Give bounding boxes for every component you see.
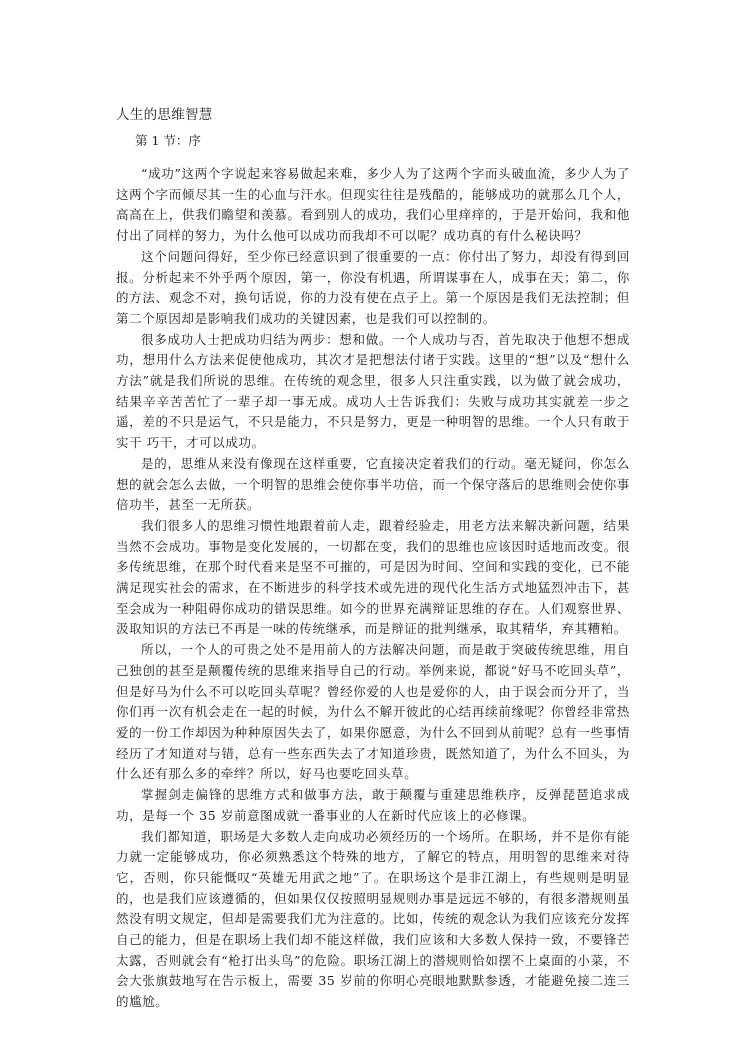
paragraph-2: 这个问题问得好，至少你已经意识到了很重要的一点：你付出了努力，却没有得到回报。分析起来不外乎两个原因，第一，你没有机遇，所谓谋事在人，成事在天；第二，你的方法、观念不对，换句话说，你的力没有使在点子上。第一个原因是我们无法控制；但第二个原因却是影响我们成功的关键因素，也是我们可以控制的。: [116, 248, 630, 326]
section-heading: 第 1 节：序: [135, 133, 201, 148]
paragraph-8: 我们都知道，职场是大多数人走向成功必须经历的一个场所。在职场，并不是你有能力就一定能够成功，你必须熟悉这个特殊的地方，了解它的特点，用明智的思维来对待它，否则，你只能慨叹“英雄无用武之地”了。在职场这个是非江湖上，有些规则是明显的，也是我们应该遵循的，但如果仅仅按照明显规则办事是远远不够的，有很多潜规则虽然没有明文规定，但却是需要我们尤为注意的。比如，传统的观念认为我们应该充分发挥自己的能力，但是在职场上我们却不能这样做，我们应该和大多数人保持一致，不要锋芒太露，否则就会有“枪打出头鸟”的危险。职场江湖上的潜规则恰如摆不上桌面的小菜，不会大张旗鼓地写在告示板上，需要 35 岁前的你明心亮眼地默默参透，才能避免接二连三的尴尬。: [116, 828, 630, 1010]
body-text: [116, 164, 630, 1013]
paragraph-4: 是的，思维从来没有像现在这样重要，它直接决定着我们的行动。毫无疑问，你怎么想的就会怎么去做，一个明智的思维会使你事半功倍，而一个保守落后的思维则会使你事倍功半，甚至一无所获。: [116, 455, 630, 513]
paragraph-1: “成功”这两个字说起来容易做起来难，多少人为了这两个字而头破血流，多少人为了这两个字而倾尽其一生的心血与汗水。但现实往往是残酷的，能够成功的就那么几个人，高高在上，供我们瞻望和羡慕。看到别人的成功，我们心里痒痒的，于是开始问，我和他付出了同样的努力，为什么他可以成功而我却不可以呢？成功真的有什么秘诀吗？: [116, 166, 630, 244]
document-title: 人生的思维智慧: [116, 107, 213, 123]
paragraph-7: 掌握剑走偏锋的思维方式和做事方法，敢于颠覆与重建思维秩序，反弹琵琶追求成功，是每一个 35 岁前意图成就一番事业的人在新时代应该上的必修课。: [116, 787, 630, 823]
paragraph-6: 所以，一个人的可贵之处不是用前人的方法解决问题，而是敢于突破传统思维，用自己独创的甚至是颠覆传统的思维来指导自己的行动。举例来说，都说“好马不吃回头草”，但是好马为什么不可以吃回头草呢？曾经你爱的人也是爱你的人，由于误会而分开了，当你们再一次有机会走在一起的时候，为什么不解开彼此的心结再续前缘呢？你曾经非常热爱的一份工作却因为种种原因失去了，如果你愿意，为什么不回到从前呢？总有一些事情经历了才知道对与错，总有一些东西失去了才知道珍贵，既然知道了，为什么不回头，为什么还有那么多的牵绊？所以，好马也要吃回头草。: [116, 642, 630, 782]
paragraph-3: 很多成功人士把成功归结为两步：想和做。一个人成功与否，首先取决于他想不想成功，想用什么方法来促使他成功，其次才是把想法付诸于实践。这里的“想”以及“想什么方法”就是我们所说的思维。在传统的观念里，很多人只注重实践，以为做了就会成功，结果辛辛苦苦忙了一辈子却一事无成。成功人士告诉我们：失败与成功其实就差一步之遥，差的不只是运气，不只是能力，不只是努力，更是一种明智的思维。一个人只有敢于 实干 巧干，才可以成功。: [116, 331, 630, 451]
paragraph-5: 我们很多人的思维习惯性地跟着前人走，跟着经验走，用老方法来解决新问题，结果当然不会成功。事物是变化发展的，一切都在变，我们的思维也应该因时适地而改变。很多传统思维，在那个时代看来是坚不可摧的，可是因为时间、空间和实践的变化，已不能满足现实社会的需求，在不断进步的科学技术或先进的现代化生活方式地猛烈冲击下，甚至会成为一种阻碍你成功的错误思维。如今的世界充满辩证思维的存在。人们观察世界、汲取知识的方法已不再是一味的传统继承，而是辩证的批判继承，取其精华，弃其糟粕。: [116, 517, 630, 637]
